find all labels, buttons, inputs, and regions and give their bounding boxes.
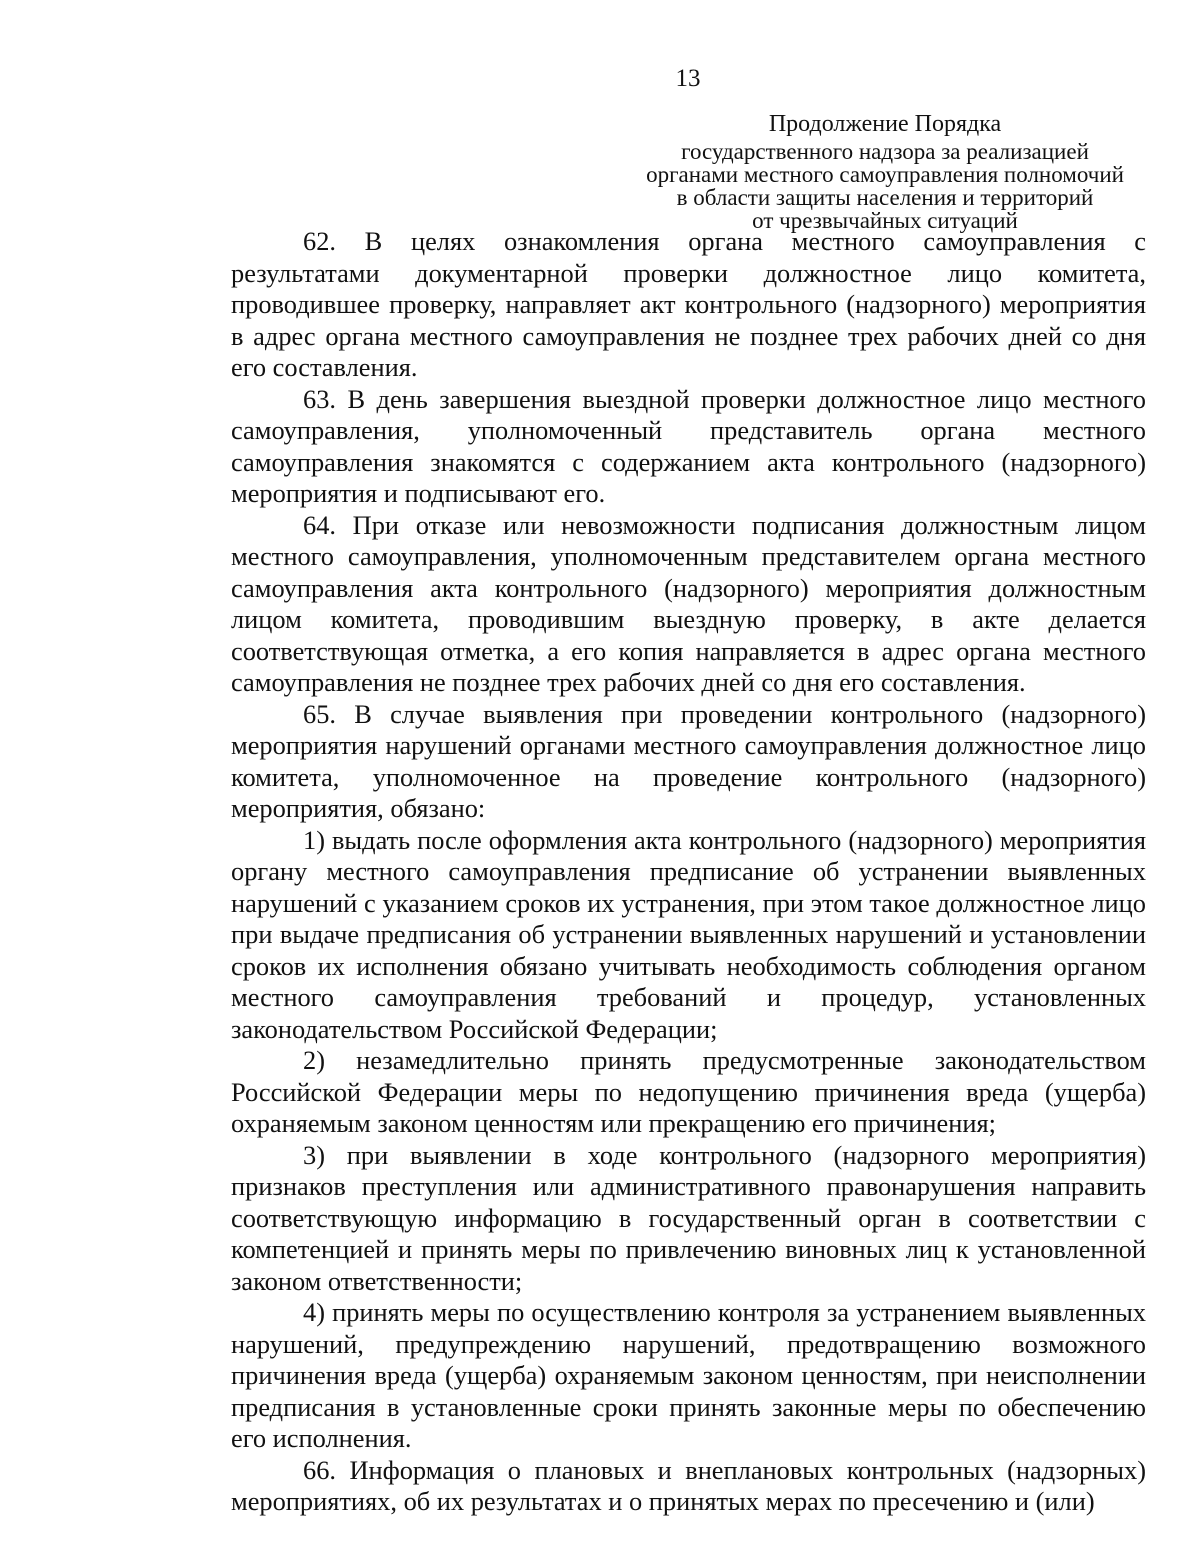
paragraph-66: 66. Информация о плановых и внеплановых контрольных (надзорных) мероприятиях, об их результатах и о принятых мерах по пресечению и (или): [231, 1454, 1146, 1516]
paragraph-64: 64. При отказе или невозможности подписания должностным лицом местного самоуправления, уполномоченным представителем органа местного самоуправления акта контрольного (надзорного) мероприятия должностным лицом комитета, проводившим выездную проверку, в акте делается соответствующая отметка, а его копия направляется в адрес органа местного самоуправления не позднее трех рабочих дней со дня его составления.: [231, 509, 1146, 697]
document-header: [610, 110, 1160, 232]
list-item-2: 2) незамедлительно принять предусмотренные законодательством Российской Федерации меры по недопущению причинения вреда (ущерба) охраняемым законом ценностям или прекращению его причинения;: [231, 1045, 1146, 1138]
document-body: [231, 226, 1146, 1518]
header-line: в области защиты населения и территорий: [676, 185, 1094, 210]
page-number: 13: [675, 65, 701, 92]
paragraph-62: 62. В целях ознакомления органа местного самоуправления с результатами документарной проверки должностное лицо комитета, проводившее проверку, направляет акт контрольного (надзорного) мероприятия в адрес органа местного самоуправления не позднее трех рабочих дней со дня его составления.: [231, 226, 1146, 382]
header-line: органами местного самоуправления полномочий: [646, 162, 1124, 187]
header-line: Продолжение Порядка: [768, 111, 1002, 137]
list-item-1: 1) выдать после оформления акта контрольного (надзорного) мероприятия органу местного самоуправления предписание об устранении выявленных нарушений с указанием сроков их устранения, при этом такое должностное лицо при выдаче предписания об устранении выявленных нарушений и установлении сроков их исполнения обязано учитывать необходимость соблюдения органом местного самоуправления требований и процедур, установленных законодательством Российской Федерации;: [231, 824, 1146, 1044]
header-line: от чрезвычайных ситуаций: [752, 208, 1018, 233]
list-item-3: 3) при выявлении в ходе контрольного (надзорного мероприятия) признаков преступления или административного правонарушения направить соответствующую информацию в государственный орган в соответствии с компетенцией и принять меры по привлечению виновных лиц к установленной законом ответственности;: [231, 1139, 1146, 1296]
list-item-4: 4) принять меры по осуществлению контроля за устранением выявленных нарушений, предупреждению нарушений, предотвращению возможного причинения вреда (ущерба) охраняемым законом ценностям, при неисполнении предписания в установленные сроки принять законные меры по обеспечению его исполнения.: [231, 1297, 1146, 1453]
paragraph-63: 63. В день завершения выездной проверки должностное лицо местного самоуправления, уполномоченный представитель органа местного самоуправления знакомятся с содержанием акта контрольного (надзорного) мероприятия и подписывают его.: [231, 383, 1146, 508]
paragraph-65: 65. В случае выявления при проведении контрольного (надзорного) мероприятия нарушений органами местного самоуправления должностное лицо комитета, уполномоченное на проведение контрольного (надзорного) мероприятия, обязано:: [231, 698, 1146, 823]
header-line: государственного надзора за реализацией: [681, 139, 1089, 164]
